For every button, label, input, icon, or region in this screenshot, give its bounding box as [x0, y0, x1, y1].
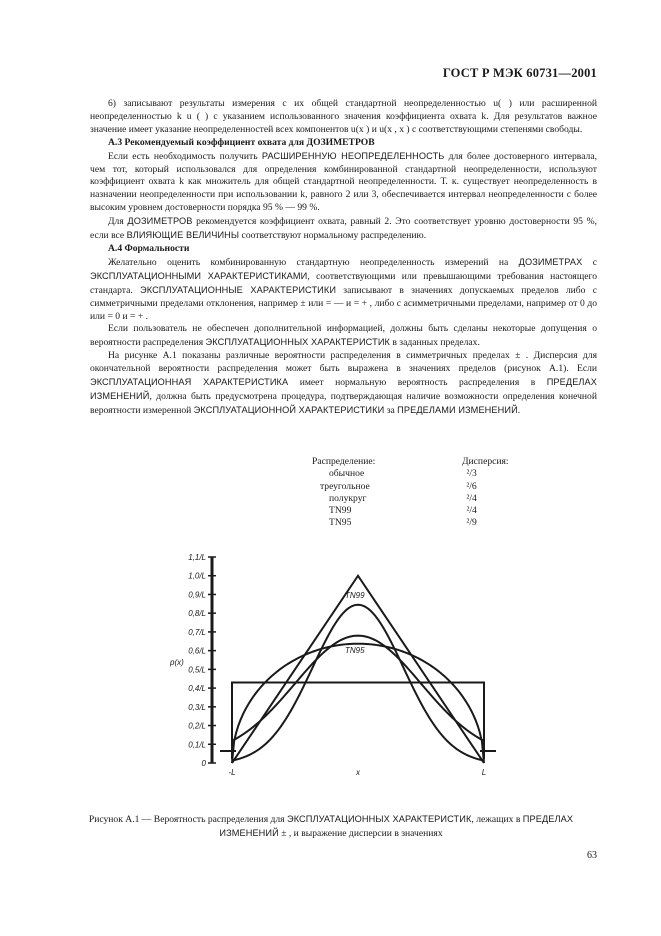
probability-distribution-chart — [160, 545, 500, 785]
y-tick-label: 0,7/L — [188, 627, 206, 637]
y-tick-label: 0,3/L — [188, 702, 206, 712]
y-tick-label: 0,2/L — [188, 721, 206, 731]
y-tick-label: 0,1/L — [188, 740, 206, 750]
y-tick-label: 0,9/L — [188, 590, 206, 600]
y-tick-label: 1,1/L — [188, 553, 206, 562]
legend-row: треугольное ²/6 — [320, 480, 477, 492]
y-tick-label: 1,0/L — [188, 571, 206, 581]
y-tick-label: 0,8/L — [188, 609, 206, 619]
y-axis-label: p(x) — [170, 658, 184, 667]
legend-row: полукруг ²/4 — [329, 492, 477, 504]
distribution-legend — [312, 456, 542, 530]
section-heading-a4: А.4 Формальности — [108, 242, 190, 254]
paragraph-assumptions: Если пользователь не обеспечен дополнительной информацией, должны быть сделаны некоторые допущения о вероятности распределения ЭКСПЛУАТАЦИОННЫХ ХАРАКТЕРИСТИК в заданных пределах. — [90, 323, 597, 349]
x-tick-label: -L — [228, 768, 236, 777]
x-tick-label: L — [481, 768, 487, 777]
annotation-tn99: TN99 — [345, 591, 365, 600]
legend-row: TN95 ²/9 — [329, 517, 477, 529]
paragraph-formalities: Желательно оценить комбинированную стандартную неопределенность измерений на ДОЗИМЕТРАХ с ЭКСПЛУАТАЦИОННЫМИ ХАРАКТЕРИСТИКАМИ, соответствующими или превышающими требования настоящего стандарта. ЭКСПЛУАТАЦИОННЫЕ ХАРАКТЕРИСТИКИ записывают в значениях допускаемых пределов либо с симметричными пределами отклонения, например ± или = — и = + , либо с асимметричными пределами, например от 0 до или = 0 и = + . — [90, 256, 597, 322]
figure-caption: Рисунок А.1 — Вероятность распределения для ЭКСПЛУАТАЦИОННЫХ ХАРАКТЕРИСТИК, лежащих в ПРЕДЕЛАХ ИЗМЕНЕНИЙ ± , и выражение дисперсии в значениях — [88, 814, 574, 839]
semicircle-curve — [232, 644, 484, 763]
annotation-tn95: TN95 — [345, 646, 365, 655]
y-tick-label: 0,4/L — [188, 684, 206, 694]
x-tick-label: x — [356, 768, 360, 777]
y-tick-label: 0 — [201, 759, 206, 768]
legend-row: обычное ²/3 — [329, 468, 477, 480]
rectangular-curve — [232, 682, 484, 759]
paragraph-figure-ref: На рисунке А.1 показаны различные вероятности распределения в симметричных пределах ± . Дисперсия для окончательной вероятности распределения может быть выражена в значениях пределов (рисунок А.1). Если ЭКСПЛУАТАЦИОННАЯ ХАРАКТЕРИСТИКА имеет нормальную вероятность распределения в ПРЕДЕЛАХ ИЗМЕНЕНИЙ, должна быть предусмотрена процедура, подтверждающая наличие возможности определения конечной вероятности измеренной ЭКСПЛУАТАЦИОННОЙ ХАРАКТЕРИСТИКИ за ПРЕДЕЛАМИ ИЗМЕНЕНИЙ. — [90, 350, 598, 416]
document-header: ГОСТ Р МЭК 60731—2001 — [442, 66, 597, 80]
section-heading-a3: А.3 Рекомендуемый коэффициент охвата для ДОЗИМЕТРОВ — [108, 136, 375, 148]
legend-header — [312, 456, 542, 468]
legend-col2-title: Дисперсия: — [462, 456, 509, 467]
y-tick-label: 0,6/L — [188, 646, 206, 656]
body-text — [90, 98, 597, 418]
legend-row: TN99 ²/4 — [329, 505, 477, 517]
paragraph-coverage-intro: Если есть необходимость получить РАСШИРЕННУЮ НЕОПРЕДЕЛЕННОСТЬ для более достоверного интервала, чем тот, который использовался для определения комбинированной стандартной неопределенности, используют коэффициент охвата k как множитель для общей стандартной неопределенности. Т. к. существует неопределенность в назначении неопределенности при использовании k, равного 2 или 3, обеспечивается интервал неопределенности с более высоким уровнем достоверности порядка 95 % — 99 %. — [90, 150, 597, 214]
legend-col1-title: Распределение: — [312, 456, 376, 467]
page-number: 63 — [587, 850, 597, 861]
paragraph-item-6: 6) записывают результаты измерения с их общей стандартной неопределенностью u( ) или расширенной неопределенностью k u ( ) с указанием использованного значения коэффициента охвата k. Для результатов важное значение имеет указание неопределенностей всех компонентов u(x ) и u(x , x ) с соответствующими степенями свободы. — [90, 98, 597, 135]
y-tick-label: 0,5/L — [188, 665, 206, 675]
paragraph-dosimeter-factor: Для ДОЗИМЕТРОВ рекомендуется коэффициент охвата, равный 2. Это соответствует уровню достоверности 95 %, если все ВЛИЯЮЩИЕ ВЕЛИЧИНЫ соответствуют нормальному распределению. — [90, 216, 597, 242]
